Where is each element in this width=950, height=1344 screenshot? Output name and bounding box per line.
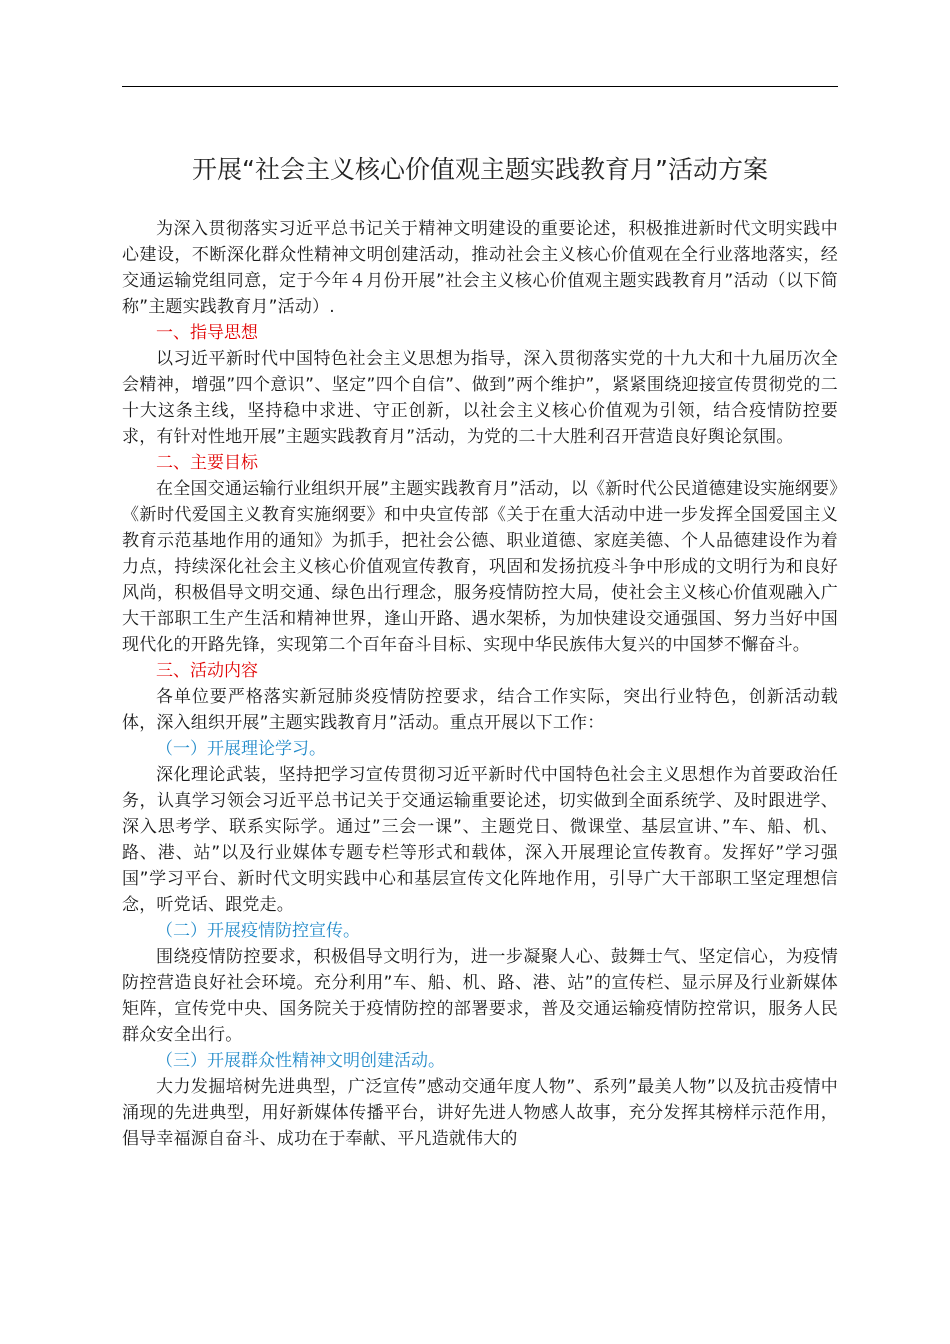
section-body-main-goals: 在全国交通运输行业组织开展”主题实践教育月”活动，以《新时代公民道德建设实施纲要》《新时代爱国主义教育实施纲要》和中央宣传部《关于在重大活动中进一步发挥全国爱国主义教育示范基地作用的通知》为抓手，把社会公德、职业道德、家庭美德、个人品德建设作为着力点，持续深化社会主义核心价值观宣传教育，巩固和发扬抗疫斗争中形成的文明行为和良好风尚，积极倡导文明交通、绿色出行理念，服务疫情防控大局，使社会主义核心价值观融入广大干部职工生产生活和精神世界，逢山开路、遇水架桥，为加快建设交通强国、努力当好中国现代化的开路先锋，实现第二个百年奋斗目标、实现中华民族伟大复兴的中国梦不懈奋斗。 [122, 479, 838, 655]
section-heading-activity-content: 三、活动内容 [156, 661, 258, 681]
intro-paragraph: 为深入贯彻落实习近平总书记关于精神文明建设的重要论述，积极推进新时代文明实践中心建设，不断深化群众性精神文明创建活动，推动社会主义核心价值观在全行业落地落实，经交通运输党组同意，定于今年４月份开展”社会主义核心价值观主题实践教育月”活动（以下简称”主题实践教育月”活动）. [122, 219, 838, 317]
section-body-guiding-ideology: 以习近平新时代中国特色社会主义思想为指导，深入贯彻落实党的十九大和十九届历次全会精神，增强”四个意识”、坚定”四个自信”、做到”两个维护”，紧紧围绕迎接宣传贯彻党的二十大这条主线，坚持稳中求进、守正创新，以社会主义核心价值观为引领，结合疫情防控要求，有针对性地开展”主题实践教育月”活动，为党的二十大胜利召开营造良好舆论氛围。 [122, 349, 838, 447]
section-heading-main-goals: 二、主要目标 [156, 453, 258, 473]
header-rule [122, 86, 838, 87]
section-heading-guiding-ideology: 一、指导思想 [156, 323, 258, 343]
subsection-body-theory-study: 深化理论武装，坚持把学习宣传贯彻习近平新时代中国特色社会主义思想作为首要政治任务，认真学习领会习近平总书记关于交通运输重要论述，切实做到全面系统学、及时跟进学、深入思考学、联系实际学。通过”三会一课”、主题党日、微课堂、基层宣讲、”车、船、机、路、港、站”以及行业媒体专题专栏等形式和载体，深入开展理论宣传教育。发挥好”学习强国”学习平台、新时代文明实践中心和基层宣传文化阵地作用，引导广大干部职工坚定理想信念，听党话、跟党走。 [122, 765, 838, 915]
section-body-activity-content: 各单位要严格落实新冠肺炎疫情防控要求，结合工作实际，突出行业特色，创新活动载体，深入组织开展”主题实践教育月”活动。重点开展以下工作： [122, 687, 838, 733]
subsection-heading-civilization-creation: （三）开展群众性精神文明创建活动。 [156, 1051, 445, 1071]
subsection-heading-theory-study: （一）开展理论学习。 [156, 739, 326, 759]
document-title: 开展“社会主义核心价值观主题实践教育月”活动方案 [192, 155, 768, 184]
subsection-body-civilization-creation: 大力发掘培树先进典型，广泛宣传”感动交通年度人物”、系列”最美人物”以及抗击疫情中涌现的先进典型，用好新媒体传播平台，讲好先进人物感人故事，充分发挥其榜样示范作用，倡导幸福源自奋斗、成功在于奉献、平凡造就伟大的 [122, 1077, 838, 1149]
subsection-body-epidemic-publicity: 围绕疫情防控要求，积极倡导文明行为，进一步凝聚人心、鼓舞士气、坚定信心，为疫情防控营造良好社会环境。充分利用”车、船、机、路、港、站”的宣传栏、显示屏及行业新媒体矩阵，宣传党中央、国务院关于疫情防控的部署要求，普及交通运输疫情防控常识，服务人民群众安全出行。 [122, 947, 838, 1045]
subsection-heading-epidemic-publicity: （二）开展疫情防控宣传。 [156, 921, 360, 941]
document-body [122, 150, 838, 1152]
